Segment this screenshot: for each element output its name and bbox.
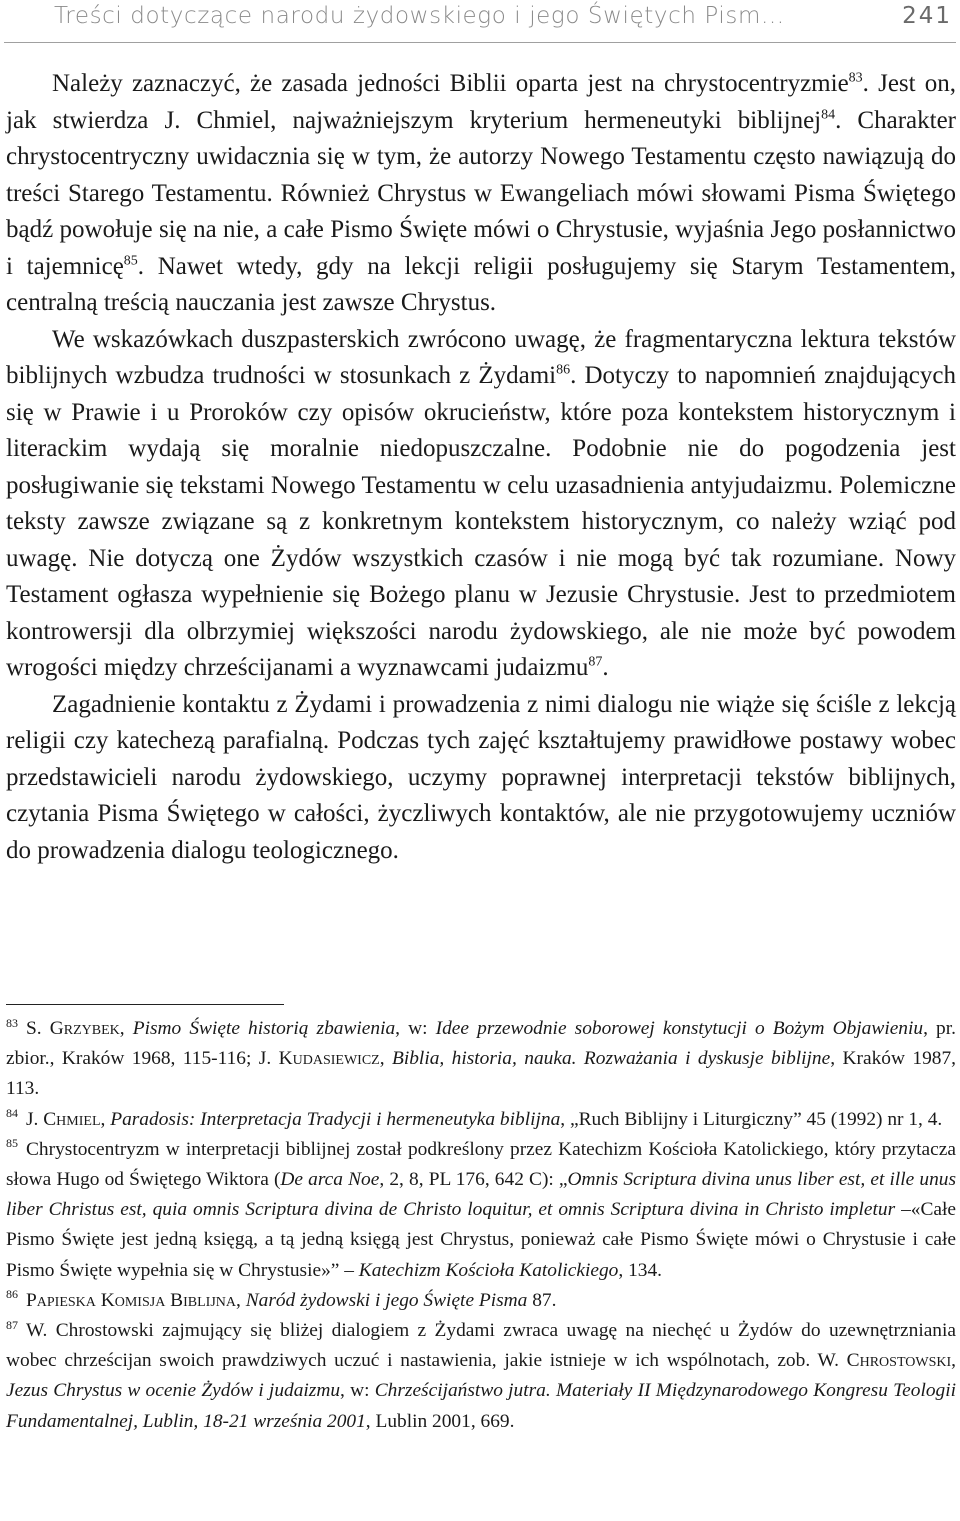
footnote-number: 87 xyxy=(6,1317,18,1332)
paragraph-2 xyxy=(6,322,956,687)
paragraph-1-text-2: . Jest on, jak stwierdza J. Chmiel, najważniejszym kryterium hermeneutyki biblijnej xyxy=(6,70,956,134)
footnote-text: , 2, 8, PL 176, 642 C): „ xyxy=(379,1169,568,1191)
footnote-text: , xyxy=(951,1350,956,1372)
footnote-number: 85 xyxy=(6,1136,18,1151)
paragraph-3 xyxy=(6,687,956,870)
footnote-text: , pr. zbior., Kraków 1968, 115-116; J. xyxy=(6,1018,956,1070)
footnote-ref-87[interactable]: 87 xyxy=(588,654,603,670)
footnote-text: , xyxy=(235,1289,246,1311)
paragraph-3-text-1: Zagadnienie kontaktu z Żydami i prowadzenia z nimi dialogu nie wiąże się ściśle z lekcją religii czy katechezą parafialną. Podczas tych zajęć kształtujemy prawidłowe postawy wobec przedstawicieli narodu żydowskiego, uczymy poprawnej interpretacji tekstów biblijnych, czytania Pisma Świętego w całości, życzliwych kontaktów, ale nie przygotowujemy uczniów do prowadzenia dialogu teologicznego. xyxy=(6,690,956,864)
footnote-83 xyxy=(6,1014,956,1105)
work-title: Naród żydowski i jego Święte Pisma xyxy=(245,1289,528,1311)
paragraph-1-text-4: . Nawet wtedy, gdy na lekcji religii posługujemy się Starym Testamentem, centralną treścią nauczania jest zawsze Chrystus. xyxy=(6,252,956,316)
footnote-86 xyxy=(6,1286,956,1316)
work-title: Paradosis: Interpretacja Tradycji i hermeneutyka biblijna xyxy=(110,1108,561,1130)
paragraph-2-text-3: . xyxy=(602,654,609,681)
footnote-text: , „Ruch Biblijny i Liturgiczny” 45 (1992) nr 1, 4. xyxy=(560,1108,943,1130)
running-header xyxy=(0,0,960,38)
main-text xyxy=(6,66,956,869)
work-title: Idee przewodnie soborowej konstytucji o Bożym Objawieniu xyxy=(435,1018,924,1039)
footnotes xyxy=(6,1014,956,1437)
paragraph-2-text-1: We wskazówkach duszpasterskich zwrócono uwagę, że fragmentaryczna lektura tekstów biblijnych wzbudza trudności w stosunkach z Żydami xyxy=(6,325,956,389)
footnote-85 xyxy=(6,1135,956,1286)
footnote-text: , Lublin 2001, 669. xyxy=(365,1410,515,1432)
footnote-text: , xyxy=(100,1108,111,1130)
footnote-separator xyxy=(6,1004,284,1005)
work-title: De arca Noe xyxy=(280,1169,380,1191)
paragraph-2-text-2: . Dotyczy to napomnień znajdujących się w Prawie i u Proroków czy opisów okrucieństw, które poza kontekstem historycznym i literackim wydają się moralnie niedopuszczalne. Podobnie nie do pogodzenia jest posługiwanie się tekstami Nowego Testamentu w celu uzasadnienia antyjudaizmu. Polemiczne teksty zawsze związane są z konkretnym kontekstem historycznym, co należy wziąć pod uwagę. Nie dotyczą one Żydów wszystkich czasów i nie mogą być tak rozumiane. Nowy Testament ogłasza wypełnienie się Bożego planu w Jezusie Chrystusie. Jest to przedmiotem kontrowersji dla olbrzymiej większości narodu żydowskiego, ale nie może być powodem wrogości między chrześcijanami a wyznawcami judaizmu xyxy=(6,362,956,681)
footnote-text: –«Całe Pismo Święte jest jedną księgą, a tą jedną księgą jest Chrystus, ponieważ całe Pismo Święte mówi o Chrystusie i całe Pismo Święte wypełnia się w Chrystusie»” – xyxy=(6,1199,956,1281)
footnote-ref-85[interactable]: 85 xyxy=(123,253,138,269)
footnote-ref-83[interactable]: 83 xyxy=(848,70,863,86)
footnote-ref-86[interactable]: 86 xyxy=(556,362,571,378)
footnote-text: , 134. xyxy=(618,1259,663,1281)
work-title: Biblia, historia, nauka. Rozważania i dyskusje biblijne xyxy=(392,1048,831,1070)
footnote-number: 84 xyxy=(6,1106,18,1121)
footnote-87 xyxy=(6,1316,956,1437)
author-name: Chrostowski xyxy=(846,1350,952,1372)
running-header-title: Treści dotyczące narodu żydowskiego i jego Świętych Pism... xyxy=(54,3,785,29)
work-title: Pismo Święte historią zbawienia xyxy=(132,1018,396,1039)
work-title: Jezus Chrystus w ocenie Żydów i judaizmu xyxy=(6,1380,341,1402)
footnote-text: , xyxy=(119,1018,133,1039)
footnote-number: 83 xyxy=(6,1015,18,1030)
footnote-text: W. Chrostowski zajmujący się bliżej dialogiem z Żydami zwraca uwagę na niechęć u Żydów do uzewnętrzniania wobec chrześcijan swoich prawdziwych uczuć i nastawienia, jakie istnieje w ich wspólnotach, zob. W. xyxy=(6,1320,956,1372)
paragraph-1-text-3: . Charakter chrystocentryczny uwidacznia się w tym, że autorzy Nowego Testamentu często nawiązują do treści Starego Testamentu. Również Chrystus w Ewangeliach mówi słowami Pisma Świętego bądź powołuje się na nie, a całe Pismo Święte mówi o Chrystusie, wyjaśnia Jego posłannictwo i tajemnicę xyxy=(6,106,956,280)
footnote-text: , Kraków 1987, 113. xyxy=(6,1048,957,1100)
footnote-text: , w: xyxy=(340,1380,375,1402)
author-name: Papieska Komisja Biblijna xyxy=(26,1289,236,1311)
author-name: Chmiel xyxy=(43,1108,101,1130)
work-title: Chrześcijaństwo jutra. Materiały II Międzynarodowego Kongresu Teologii Fundamentalnej, Lublin, 18-21 września 2001 xyxy=(6,1380,957,1432)
footnote-text: , w: xyxy=(395,1018,436,1039)
footnote-text: , xyxy=(379,1048,392,1070)
footnote-number: 86 xyxy=(6,1287,18,1302)
author-name: Grzybek xyxy=(49,1018,120,1039)
footnote-text: J. xyxy=(26,1108,44,1130)
work-title: Katechizm Kościoła Katolickiego xyxy=(358,1259,619,1281)
footnote-ref-84[interactable]: 84 xyxy=(821,107,836,123)
paragraph-1-text-1: Należy zaznaczyć, że zasada jedności Biblii oparta jest na chrystocentryzmie xyxy=(52,70,849,97)
footnote-text: 87. xyxy=(527,1289,557,1311)
latin-quote: Omnis Scriptura divina unus liber est, et ille unus liber Christus est, quia omnis Scriptura divina de Christo loquitur, et omnis Scriptura divina in Christo impletur xyxy=(6,1169,957,1221)
author-name: Kudasiewicz xyxy=(278,1048,380,1070)
footnote-text: Chrystocentryzm w interpretacji biblijnej został podkreślony przez Katechizm Kościoła Katolickiego, który przytacza słowa Hugo od Świętego Wiktora ( xyxy=(6,1138,956,1191)
footnote-text: S. xyxy=(26,1018,50,1039)
header-rule xyxy=(4,42,956,43)
page-number: 241 xyxy=(902,3,952,29)
footnote-84 xyxy=(6,1105,956,1135)
paragraph-1 xyxy=(6,66,956,322)
